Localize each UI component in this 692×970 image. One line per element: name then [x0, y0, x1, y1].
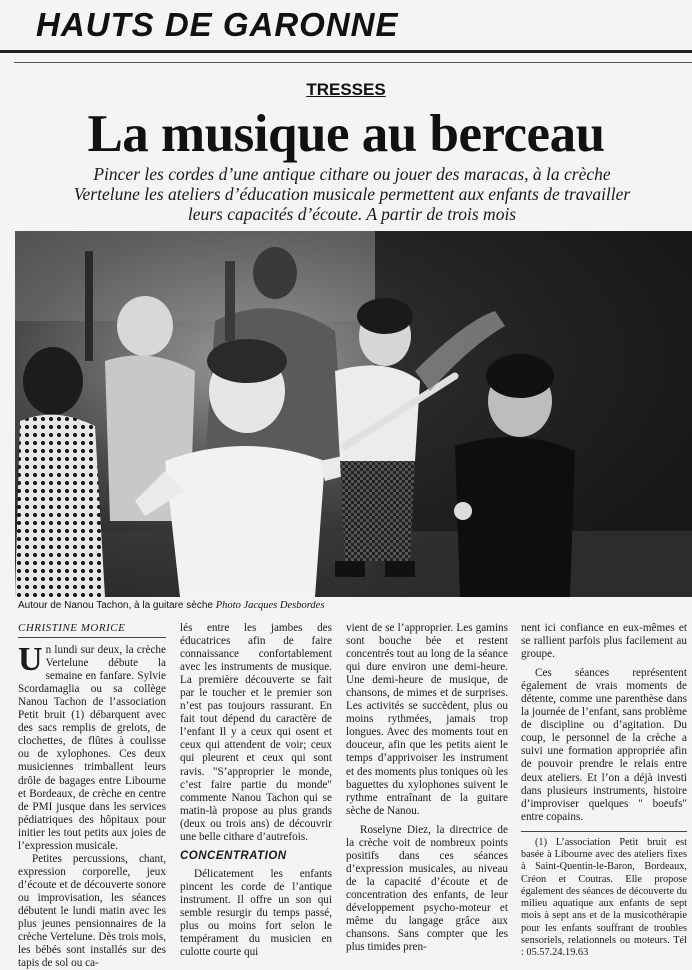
photo-caption	[18, 600, 324, 611]
paragraph-text: n lundi sur deux, la crèche Vertelune débute la semaine en fanfare. Sylvie Scordamaglia ou sa collège Nanou Tachon de l’association Petit bruit (1) débarquent avec des sacs remplis de grelots, de clochettes, de flûtes à coulisse ou de xylophones. Ces deux musiciennes trimballent leurs drôle de bagages entre Libourne et Bordeaux, de crèche en centre de PMI jusque dans les services pédiatriques des hôpitaux pour initier les tout petits aux joies de l’expression musicale.	[18, 644, 166, 852]
article-column-4	[521, 622, 687, 960]
byline: CHRISTINE MORICE	[18, 622, 166, 638]
paragraph	[18, 641, 166, 853]
article-column-3	[346, 622, 508, 954]
paragraph: Délicatement les enfants pincent les corde de l’antique instrument. Il offre un son qui semble resurgir du temps passé, plus ou moins fort selon le tempérament du musicien en culotte courte qui	[180, 867, 332, 959]
kicker: TRESSES	[306, 80, 386, 99]
drop-cap: U	[18, 641, 43, 679]
article-column-2	[180, 622, 332, 959]
lead-paragraph	[12, 164, 692, 224]
lead-line: Vertelune les ateliers d’éducation musicale permettent aux enfants de travailler	[73, 184, 631, 204]
article-column-1	[18, 622, 166, 970]
masthead-rule	[0, 50, 692, 53]
paragraph: Roselyne Diez, la directrice de la crèche voit de nombreux points positifs dans ces séances d’expression musicales, au niveau de la capacité d’écoute et de concentration des enfants, de leur développement psycho-moteur et même du langage grâce aux chansons. Sans compter que les plus timides pren-	[346, 823, 508, 954]
article-photo	[15, 231, 692, 597]
masthead	[0, 0, 692, 56]
subheading: CONCENTRATION	[180, 849, 287, 862]
lead-line: leurs capacités d’écoute. A partir de trois mois	[187, 204, 517, 224]
photo-illustration	[15, 231, 692, 597]
headline: La musique au berceau	[87, 105, 605, 163]
paragraph: Petites percussions, chant, expression corporelle, jeux d’écoute et de découverte sonore ou improvisation, les séances débutent le lundi matin avec les plus jeunes pensionnaires de la crèche Vertelune. Dès trois mois, les bébés sont installés sur des tapis de sol ou ca-	[18, 852, 166, 970]
footnote	[521, 837, 687, 960]
footnote-text: (1) L’association Petit bruit est basée à Libourne avec des ateliers fixes à Saint-Quentin-le-Baron, Bordeaux, Créon et Coutras. Elle propose également des séances de découverte du milieu aquatique aux enfants de sept mois à sept ans et de la musicothérapie pour les enfants souffrant de troubles sensoriels, relationnels ou moteurs. Tél : 05.57.24.19.63	[521, 836, 687, 959]
divider	[14, 62, 692, 63]
caption-text: Autour de Nanou Tachon, à la guitare sèche	[18, 600, 213, 611]
paragraph: lés entre les jambes des éducatrices afin de faire connaissance confortablement avec les instruments de musique. La première découverte se fait par le toucher et le premier son n’est pas toujours rassurant. En fait tout dépend du caractère de l’enfant Il y a ceux qui osent et ceux qui attendent de voir; ceux qui pleurent et ceux qui sont ravis. "S’approprier le monde, c’est faire partie du monde" commente Nanou Tachon qui se matin-là propose au plus grands (deux ou trois ans) de découvrir une belle cithare d’autrefois.	[180, 622, 332, 843]
paragraph: vient de se l’approprier. Les gamins sont bouche bée et restent concentrés tout au long de la séance qui dure environ une demi-heure. Une demi-heure de musique, de chansons, de mimes et de surprises. Les activités se succèdent, plus ou moins rythmées, jamais trop longues. Avec des moments tout en douceur, afin que les petits aient le temps d’apprivoiser les instrument et des moments plus toniques où les baguettes du xylophones suivent le rythme entraînant de la guitare sèche de Nanou.	[346, 622, 508, 817]
paragraph: nent ici confiance en eux-mêmes et se rallient parfois plus facilement au groupe.	[521, 622, 687, 661]
footnote-divider	[521, 831, 687, 832]
photo-credit: Photo Jacques Desbordes	[215, 600, 325, 611]
lead-line: Pincer les cordes d’une antique cithare ou jouer des maracas, à la crèche	[93, 164, 611, 184]
section-title: HAUTS DE GARONNE	[36, 6, 399, 43]
paragraph: Ces séances représentent également de vrais moments de détente, comme une parenthèse dans la journée de l’enfant, sans problème de discipline ou d’agitation. Du coup, le personnel de la crèche a suivi une formation appropriée afin de pouvoir prendre le relais entre deux ateliers. Et l’on a déjà investi dans plusieurs instruments, histoire d’improviser quelques " boeufs" entre copains.	[521, 667, 687, 823]
